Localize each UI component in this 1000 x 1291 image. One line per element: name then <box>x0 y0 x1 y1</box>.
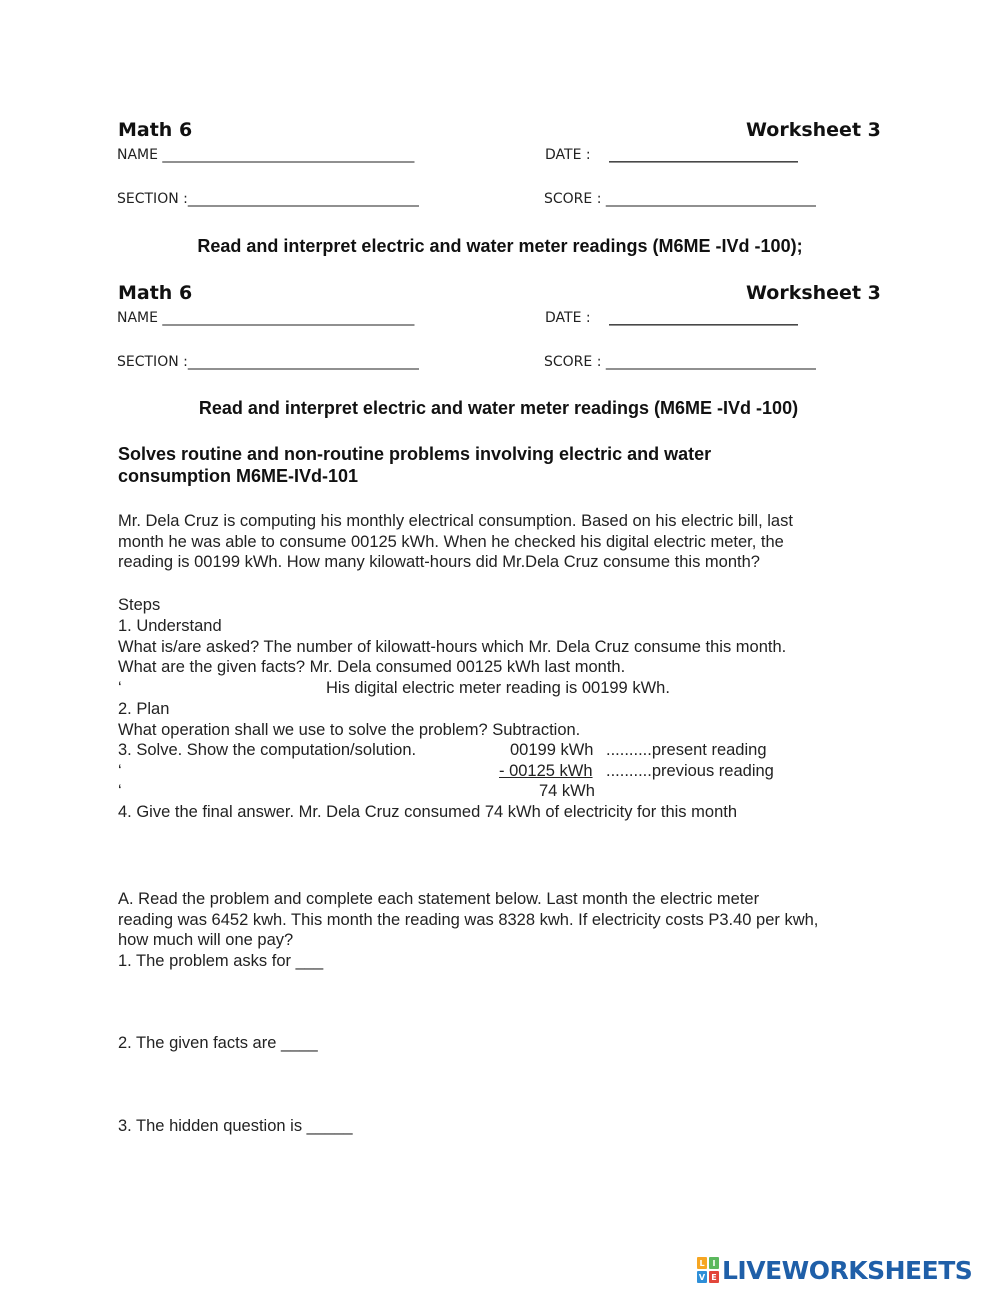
step-text: His digital electric meter reading is 00199 kWh. <box>326 679 670 697</box>
logo-text: LIVEWORKSHEETS <box>722 1255 973 1285</box>
problem-text: reading is 00199 kWh. How many kilowatt-hours did Mr.Dela Cruz consume this month? <box>118 553 760 571</box>
competency-line: Solves routine and non-routine problems involving electric and water <box>118 444 712 464</box>
step-final-answer: 4. Give the final answer. Mr. Dela Cruz consumed 74 kWh of electricity for this month <box>118 803 737 821</box>
name-field[interactable]: NAME ____________________________________ <box>117 310 415 326</box>
present-reading-label: ..........present reading <box>606 741 767 759</box>
previous-reading-value: - 00125 kWh <box>499 762 593 780</box>
competency-line: consumption M6ME-IVd-101 <box>118 466 359 486</box>
worksheet-number: Worksheet 3 <box>746 119 881 141</box>
liveworksheets-logo <box>697 1256 972 1284</box>
logo-block: E <box>709 1271 719 1283</box>
exercise-text: how much will one pay? <box>118 931 294 949</box>
name-field[interactable]: NAME ____________________________________ <box>117 147 415 163</box>
step-solve: 3. Solve. Show the computation/solution. <box>118 741 417 759</box>
lesson-title: Read and interpret electric and water meter readings (M6ME -IVd -100) <box>198 398 799 418</box>
step-text: What are the given facts? Mr. Dela consumed 00125 kWh last month. <box>118 658 626 676</box>
logo-block: L <box>697 1257 707 1269</box>
steps-heading: Steps <box>118 596 161 614</box>
question-1[interactable]: 1. The problem asks for ___ <box>118 952 324 970</box>
present-reading-value: 00199 kWh <box>510 741 594 759</box>
section-field[interactable]: SECTION :_________________________________ <box>117 191 419 207</box>
problem-text: Mr. Dela Cruz is computing his monthly electrical consumption. Based on his electric bill, last <box>118 512 793 530</box>
tick-mark: ‘ <box>118 762 122 780</box>
tick-mark: ‘ <box>118 782 122 800</box>
question-3[interactable]: 3. The hidden question is _____ <box>118 1117 353 1135</box>
question-2[interactable]: 2. The given facts are ____ <box>118 1034 318 1052</box>
date-label: DATE : <box>545 147 591 163</box>
tick-mark: ‘ <box>118 679 122 697</box>
logo-block: I <box>709 1257 719 1269</box>
subject-heading: Math 6 <box>118 119 193 141</box>
step-understand: 1. Understand <box>118 617 222 635</box>
date-field[interactable]: ___________________________ <box>609 310 798 326</box>
step-text: What is/are asked? The number of kilowatt-hours which Mr. Dela Cruz consume this month. <box>118 638 787 656</box>
logo-block: V <box>698 1272 706 1282</box>
step-plan: 2. Plan <box>118 700 170 718</box>
date-label: DATE : <box>545 310 591 326</box>
section-field[interactable]: SECTION :_________________________________ <box>117 354 419 370</box>
computation-result: 74 kWh <box>539 782 595 800</box>
date-field[interactable]: ___________________________ <box>609 147 798 163</box>
previous-reading-label: ..........previous reading <box>606 762 774 780</box>
subject-heading: Math 6 <box>118 282 193 304</box>
score-field[interactable]: SCORE : ______________________________ <box>544 191 816 207</box>
score-field[interactable]: SCORE : ______________________________ <box>544 354 816 370</box>
exercise-text: A. Read the problem and complete each statement below. Last month the electric meter <box>118 890 760 908</box>
step-text: What operation shall we use to solve the problem? Subtraction. <box>118 721 581 739</box>
exercise-text: reading was 6452 kwh. This month the reading was 8328 kwh. If electricity costs P3.40 per kwh, <box>118 911 819 929</box>
lesson-title: Read and interpret electric and water meter readings (M6ME -IVd -100); <box>197 236 803 256</box>
worksheet-number: Worksheet 3 <box>746 282 881 304</box>
problem-text: month he was able to consume 00125 kWh. When he checked his digital electric meter, the <box>118 533 784 551</box>
logo-blocks <box>697 1257 719 1283</box>
